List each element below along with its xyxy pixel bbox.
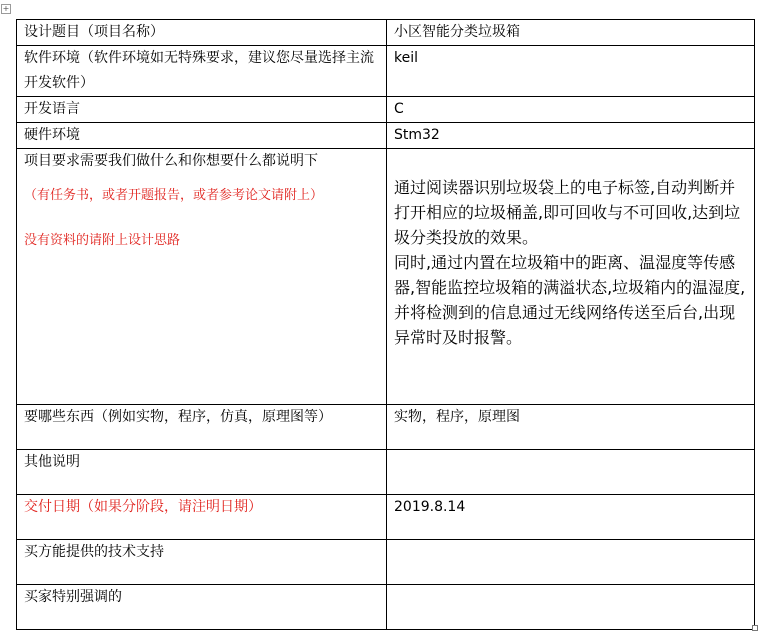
table-row <box>17 149 755 405</box>
move-handle-icon[interactable]: + <box>2 4 10 13</box>
delivery-date-label: 交付日期（如果分阶段，请注明日期） <box>17 495 387 540</box>
table-row <box>17 123 755 149</box>
requirements-label: 项目要求需要我们做什么和你想要什么都说明下 <box>24 153 318 169</box>
table-row <box>17 585 755 630</box>
table-row <box>17 20 755 46</box>
tech-support-value[interactable] <box>387 540 755 585</box>
attachment-note: （有任务书，或者开题报告，或者参考论文请附上） <box>24 188 324 203</box>
other-notes-value[interactable] <box>387 450 755 495</box>
requirements-form-table <box>16 19 755 630</box>
table-row <box>17 405 755 450</box>
requirements-value[interactable] <box>387 149 755 405</box>
language-value[interactable]: C <box>387 97 755 123</box>
design-title-value[interactable]: 小区智能分类垃圾箱 <box>387 20 755 46</box>
hardware-env-value[interactable]: Stm32 <box>387 123 755 149</box>
other-notes-label: 其他说明 <box>17 450 387 495</box>
table-row <box>17 97 755 123</box>
buyer-emphasis-label: 买家特别强调的 <box>17 585 387 630</box>
table-row <box>17 46 755 97</box>
description-paragraph: 同时,通过内置在垃圾箱中的距离、温湿度等传感器,智能监控垃圾箱的满溢状态,垃圾箱内的温湿度,并将检测到的信息通过无线网络传送至后台,出现异常时及时报警。 <box>394 253 746 347</box>
requirements-cell <box>17 149 387 405</box>
deliverables-label: 要哪些东西（例如实物，程序，仿真，原理图等） <box>17 405 387 450</box>
table-row <box>17 540 755 585</box>
design-title-label: 设计题目（项目名称） <box>17 20 387 46</box>
table-row <box>17 450 755 495</box>
software-env-value[interactable]: keil <box>387 46 755 97</box>
hardware-env-label: 硬件环境 <box>17 123 387 149</box>
buyer-emphasis-value[interactable] <box>387 585 755 630</box>
deliverables-value[interactable]: 实物，程序，原理图 <box>387 405 755 450</box>
resize-handle-icon[interactable] <box>752 625 758 631</box>
tech-support-label: 买方能提供的技术支持 <box>17 540 387 585</box>
requirements-description <box>394 175 754 350</box>
table-row <box>17 495 755 540</box>
language-label: 开发语言 <box>17 97 387 123</box>
description-paragraph: 通过阅读器识别垃圾袋上的电子标签,自动判断并打开相应的垃圾桶盖,即可回收与不可回收,达到垃圾分类投放的效果。 <box>394 178 741 247</box>
delivery-date-value[interactable]: 2019.8.14 <box>387 495 755 540</box>
software-env-label: 软件环境（软件环境如无特殊要求，建议您尽量选择主流开发软件） <box>17 46 387 97</box>
no-material-note: 没有资料的请附上设计思路 <box>24 233 181 248</box>
